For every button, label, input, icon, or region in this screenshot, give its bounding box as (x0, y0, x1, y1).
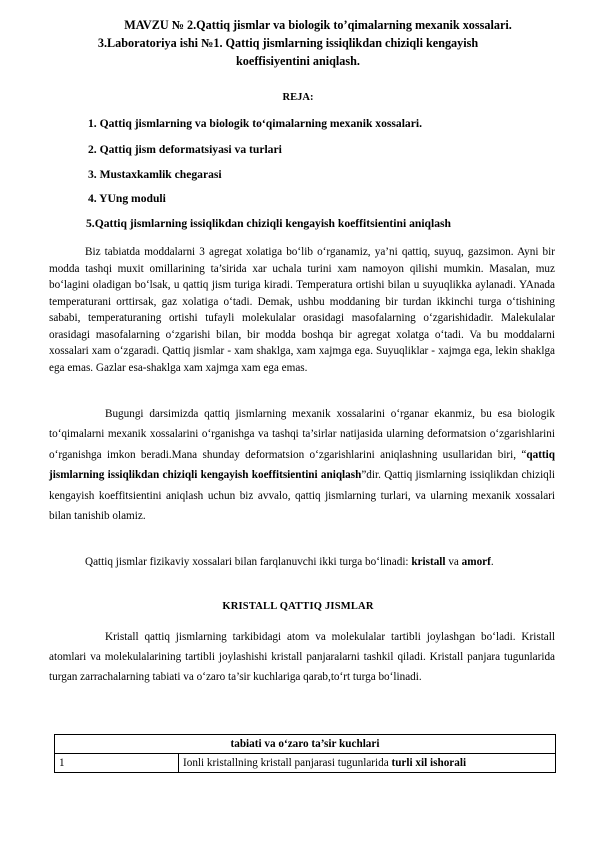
topic-title: MAVZU № 2.Qattiq jismlar va biologik to’qimalarning mexanik xossalari. (124, 18, 512, 32)
plan-item-1: 1. Qattiq jismlarning va biologik to‘qimalarning mexanik xossalari. (88, 117, 422, 130)
lab-title-continued: koeffisiyentini aniqlash. (236, 54, 360, 68)
term-amorf: amorf (461, 556, 491, 568)
plan-item-3: 3. Mustaxkamlik chegarasi (88, 168, 222, 181)
term-kristall: kristall (411, 556, 446, 568)
plan-heading: REJA: (282, 92, 314, 103)
plan-item-2: 2. Qattiq jism deformatsiyasi va turlari (88, 143, 282, 156)
classification-paragraph: Qattiq jismlar fizikaviy xossalari bilan farqlanuvchi ikki turga bo‘linadi: kristall va amorf. (85, 556, 494, 568)
table-header-cell: tabiati va o‘zaro ta’sir kuchlari (55, 735, 556, 754)
crystal-paragraph: Kristall qattiq jismlarning tarkibidagi atom va molekulalar tartibli joylashgan bo‘ladi. Kristall atomlari va molekulalarining tartibli joylashishi kristall panjaralarni tashkil qiladi. Kristall panjara tugunlarida turgan zarrachalarning tabiati va o‘zaro ta’sir kuchlariga qarab,to‘rt turga bo‘linadi. (49, 631, 555, 683)
section-heading: KRISTALL QATTIQ JISMLAR (222, 601, 374, 612)
table-row (55, 754, 556, 773)
row-text-cell: Ionli kristallning kristall panjarasi tugunlarida turli xil ishorali (179, 754, 556, 773)
table-header-row (55, 735, 556, 754)
lab-name-emphasis: qattiq jismlarning issiqlikdan chiziqli kengayish koeffitsientini aniqlash (49, 448, 555, 482)
row-number-cell: 1 (55, 754, 179, 773)
plan-item-5: 5.Qattiq jismlarning issiqlikdan chiziqli kengayish koeffitsientini aniqlash (86, 217, 451, 230)
crystal-types-table (54, 734, 556, 773)
plan-item-4: 4. YUng moduli (88, 192, 166, 205)
lab-title: 3.Laboratoriya ishi №1. Qattiq jismlarning issiqlikdan chiziqli kengayish (97, 36, 479, 50)
lesson-paragraph: Bugungi darsimizda qattiq jismlarning mexanik xossalarini o‘rganar ekanmiz, bu esa biologik to‘qimalarni mexanik xossalarini o‘rganishga va tashqi ta’sirlar natijasida ularning deformatsion o‘zgarishlarini o‘rganishga imkon beradi.Mana shunday deformatsion o‘zgarishlarini aniqlashning usullaridan biri, “qattiq jismlarning issiqlikdan chiziqli kengayish koeffitsientini aniqlash”dir. Qattiq jismlarning issiqlikdan chiziqli kengayish koeffitsientini aniqlash uchun biz avvalo, qattiq jismlarning turlari, va ularning mexanik xossalari bilan tanishib olamiz. (49, 408, 555, 523)
intro-paragraph: Biz tabiatda moddalarni 3 agregat xolatiga bo‘lib o‘rganamiz, ya’ni qattiq, suyuq, gazsimon. Ayni bir modda tashqi muxit omillarining ta’sirida xar uchala turini xam namoyon qilishi mumkin. Masalan, muz bo‘lagini oladigan bo‘lsak, u qattiq jism turiga kiradi. Temperatura ortishi bilan u suyuqlikka aylanadi. YAnada temperaturani orttirsak, gaz xolatiga o‘tadi. Demak, ushbu moddaning bir turdan ikkinchi turga o‘tishining sababi, temperaturaning ortishi tufayli molekulalar orasidagi masofalarning o‘zgarishidadir. Malekulalar orasidagi masofalarning o‘zgarishi bilan, bir modda boshqa bir agregat xolatga o‘tadi. Va bu moddalarni xossalari xam o‘zgaradi. Qattiq jismlar - xam shaklga, xam xajmga ega. Suyuqliklar - xajmga ega, lekin shaklga ega emas. Gazlar esa-shaklga xam xajmga xam ega emas. (49, 246, 555, 374)
